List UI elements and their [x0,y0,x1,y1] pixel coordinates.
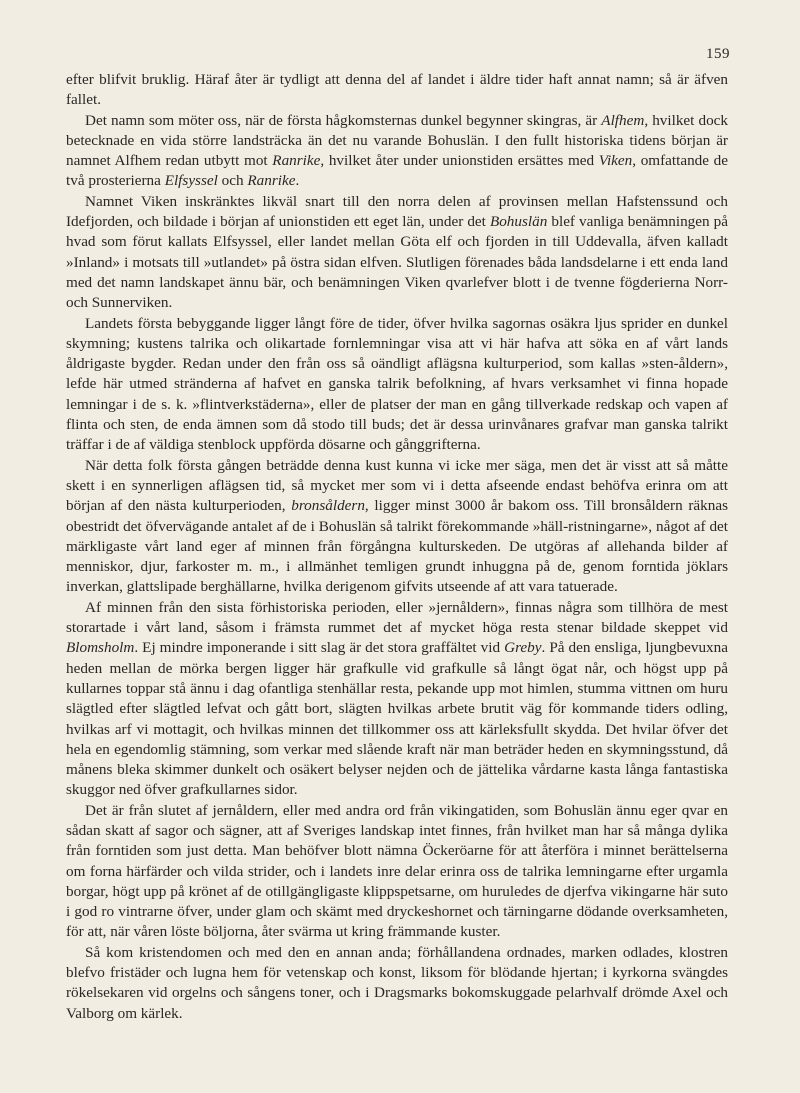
italic-term: Ranrike [272,152,321,170]
text-run: . [295,172,300,190]
text-run: . Ej mindre imponerande i sitt slag är det stora graffältet vid [134,639,505,657]
italic-term: Blomsholm [66,639,135,657]
italic-term: bronsåldern [291,497,365,515]
italic-term: Alfhem [601,111,645,129]
paragraph [66,456,728,598]
text-run: Det är från slutet af jernåldern, eller med andra ord från vikingatiden, som Bohuslän ännu eger qvar en sådan skatt af sagor och sägner, att af Sveriges landskap intet finnes, från hvilket man har så många dylika från forntiden som just detta. Man behöfver blott nämna Öckeröarne för att återföra i minnet berättelserna om forna härfärder och vilda strider, och i landets inre delar erinra oss de talrika lemningarne efter urgamla borgar, högt upp på krönet af de otillgängligaste klippspetsarne, om huruledes de djerfva vikingarne här suto i god ro vintrarne öfver, under glam och skämt med dryckeshornet och tärningarne dödande overksamheten, för att, när våren löste böljorna, åter svärma ut kring främmande kuster. [66,801,728,941]
italic-term: Elfsyssel [164,172,218,190]
paragraph [66,111,728,192]
page-number: 159 [706,46,730,62]
text-run: , ligger minst 3000 år bakom oss. Till bronsåldern räknas obestridt det öfvervägande antalet af de i Bohuslän så talrikt förekommande »häll-ristningarne», något af det märkligaste vårt land eger af minnen från förgångna kulturskeden. De utgöras af allehanda bilder af menniskor, djur, farkoster m. m., i allmänhet temligen grundt inhuggna på de, genom forntida jöklars inverkan, glattslipade berghällarne, hvilka derigenom gifvits utseende af att vara tatuerade. [66,497,728,596]
paragraph [66,801,728,943]
text-run: , omfattande de två prosterierna [66,152,728,190]
italic-term: Greby [504,639,542,657]
italic-term: Viken [598,152,633,170]
text-run: , hvilket åter under unionstiden ersättes med [320,152,599,170]
paragraph [66,943,728,1024]
text-run: efter blifvit bruklig. Häraf åter är tydligt att denna del af landet i äldre tider haft annat namn; så är äfven fallet. [66,71,728,109]
text-run: . På den ensliga, ljungbevuxna heden mellan de mörka bergen ligger här grafkulle vid grafkulle så långt ögat når, och högst upp på kullarnes toppar stå ännu i dag ofantliga stenhällar resta, pekande upp mot himlen, stumma vittnen om huru slägtled efter slägtled lefvat och gått bort, slägten hvilkas arbete brutit väg för kommande tiders odling, hvilkas arf vi mottagit, och hvilkas minnen det tillkommer oss att kärleksfullt skydda. Det hvilar öfver det hela en egendomlig stämning, som verkar med slående kraft när man beträder heden en skymningsstund, då månens bleka skimmer dunkelt och osäkert belyser nejden och de jättelika vårdarne kasta långa fantastiska skuggor ned öfver grafkullarnes sidor. [66,639,728,799]
text-run: Namnet Viken inskränktes likväl snart till den norra delen af provinsen mellan Hafstenssund och Idefjorden, och bildade i början af unionstiden ett eget län, under det [66,192,728,231]
body-text [66,70,728,1024]
text-run: blef vanliga benämningen på hvad som förut kallats Elfsyssel, eller landet mellan Göta elf och fjorden in till Uddevalla, äfven kalladt »Inland» i motsats till »utlandet» på östra sidan elfven. Slutligen förenades båda landsdelarne i ett enda land med det namn landskapet ännu bär, och benämningen Viken qvarlefver blott i de tvenne fögderierna Norr- och Sunnerviken. [66,213,728,312]
text-run: Det namn som möter oss, när de första hågkomsternas dunkel begynner skingras, är [85,111,602,129]
text-run: och [217,172,248,190]
paragraph [66,598,728,801]
text-run: Landets första bebyggande ligger långt före de tider, öfver hvilka sagornas osäkra ljus sprider en dunkel skymning; kustens talrika och olikartade fornlemningar visa att vi här hafva att söka en af vårt lands åldrigaste bygder. Redan under den från oss så oändligt aflägsna kulturperiod, som kallas »sten-åldern», lefde här utmed stränderna af hafvet en ganska talrik befolkning, af hvars verksamhet vi finna hopade lemningar i de s. k. »flintverkstäderna», eller de platser der man en gång tillverkade redskap och vapen af flinta och sten, de enda ämnen som då stodo till buds; det är dessa urinvånares grafvar man ganska talrikt träffar i de af väldiga stenblock uppförda dösarne och gånggrifterna. [66,314,728,454]
paragraph [66,314,728,456]
text-run: , hvilket dock betecknade en vida större landsträcka än det nu varande Bohuslän. I den fullt historiska tidens början är namnet Alfhem redan utbytt mot [66,111,729,170]
paragraph [66,192,728,314]
paragraph [66,70,728,111]
text-run: Af minnen från den sista förhistoriska perioden, eller »jernåldern», finnas några som tillhöra de mest storartade i vårt land, såsom i främsta rummet det af mycket höga resta stenar bildade skeppet vid [66,598,728,637]
italic-term: Ranrike [247,172,296,190]
text-run: När detta folk första gången beträdde denna kust kunna vi icke mer säga, men det är visst att så måtte skett i en synnerligen aflägsen tid, så mycket mer som vi i detta afseende endast behöfva erinra om att början af den nästa kulturperioden, [66,456,728,515]
italic-term: Bohuslän [489,213,548,231]
text-run: Så kom kristendomen och med den en annan anda; förhållandena ordnades, marken odlades, klostren blefvo fristäder och lugna hem för vetenskap och konst, liksom för blödande hjertan; i kyrkorna svängdes rökelsekaren vid orgelns och sångens toner, och i Dragsmarks bokomskuggade pelarhvalf drömde Axel och Valborg om kärlek. [66,943,728,1022]
